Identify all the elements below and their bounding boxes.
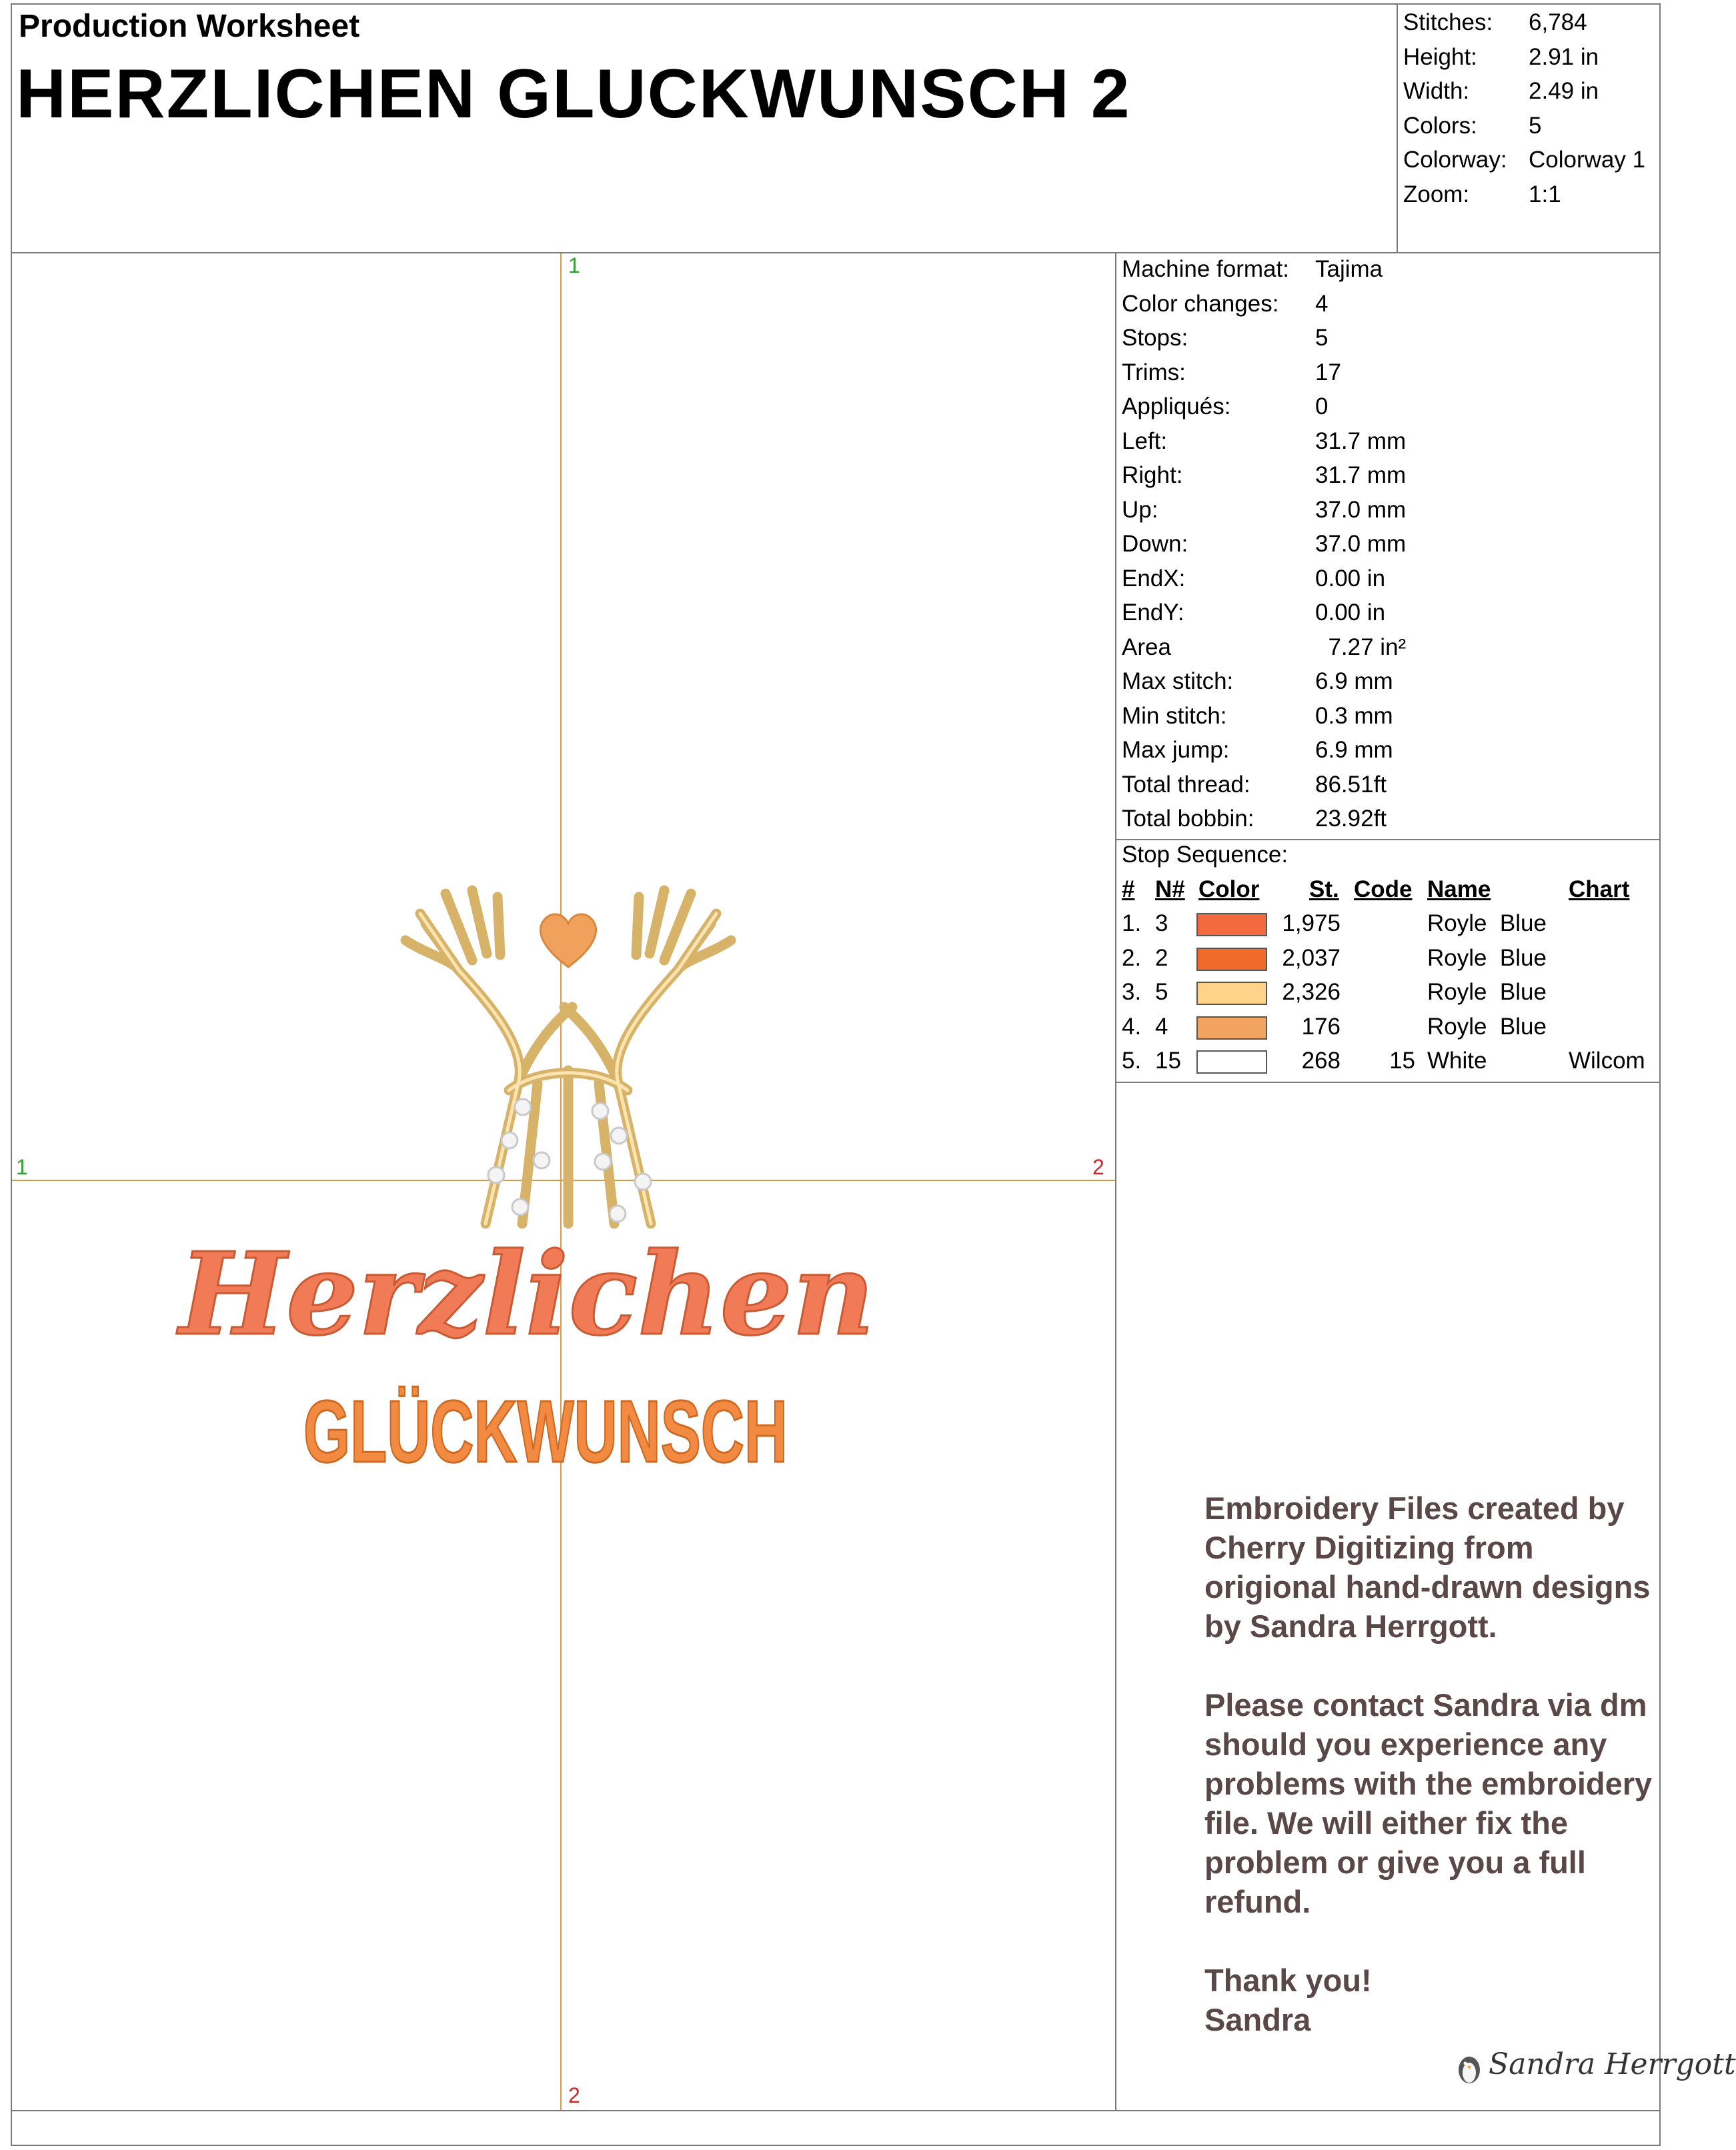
spec-value: 0 <box>1315 393 1329 419</box>
worksheet-subtitle: Production Worksheet <box>19 9 360 44</box>
spec-row <box>1122 389 1406 424</box>
spec-label: Down: <box>1122 531 1188 557</box>
spec-label: Color changes: <box>1122 290 1279 317</box>
seq-needle: 4 <box>1155 1013 1168 1040</box>
seq-name: Royle Blue <box>1427 979 1547 1005</box>
spec-value: 6.9 mm <box>1315 737 1393 763</box>
design-text-caps: GLÜCKWUNSCH <box>303 1382 788 1480</box>
summary-value: 1:1 <box>1529 181 1561 207</box>
spec-label: Max jump: <box>1122 737 1230 763</box>
spec-value: 23.92ft <box>1315 806 1387 832</box>
spec-value: 37.0 mm <box>1315 496 1407 523</box>
summary-row <box>1403 5 1645 40</box>
axis-label-right: 2 <box>1092 1155 1104 1179</box>
penguin-icon <box>1451 2049 1487 2086</box>
seq-chart: Wilcom <box>1569 1048 1645 1074</box>
seq-num: 5. <box>1122 1048 1142 1074</box>
axis-label-left: 1 <box>16 1155 28 1179</box>
col-header-chart: Chart <box>1569 876 1630 902</box>
spec-value: 0.00 in <box>1315 600 1386 626</box>
creator-note <box>1204 1488 1658 2039</box>
spec-label: Machine format: <box>1122 256 1289 282</box>
spec-value: 7.27 in² <box>1315 634 1407 660</box>
col-header-stitches: St. <box>1309 876 1339 902</box>
seq-name: Royle Blue <box>1427 910 1547 936</box>
seq-name: White <box>1427 1048 1487 1074</box>
spec-value: 5 <box>1315 325 1329 351</box>
spec-label: EndX: <box>1122 565 1186 592</box>
summary-row <box>1403 143 1645 177</box>
seq-stitches: 268 <box>1301 1048 1341 1074</box>
design-text-script: Herzlichen <box>179 1228 875 1361</box>
spec-label: Max stitch: <box>1122 668 1234 694</box>
summary-list <box>1403 5 1645 211</box>
summary-label: Stitches: <box>1403 9 1493 35</box>
spec-value: 31.7 mm <box>1315 462 1407 488</box>
seq-name: Royle Blue <box>1427 944 1547 971</box>
spec-label: Trims: <box>1122 359 1186 385</box>
spec-label: Total bobbin: <box>1122 806 1254 832</box>
spec-value: 6.9 mm <box>1315 668 1393 694</box>
seq-stitches: 2,037 <box>1282 944 1341 971</box>
seq-needle: 15 <box>1155 1048 1181 1074</box>
color-swatch <box>1196 982 1267 1005</box>
col-header-name: Name <box>1427 876 1491 902</box>
seq-num: 3. <box>1122 979 1142 1005</box>
spec-row <box>1122 664 1406 699</box>
spec-label: EndY: <box>1122 600 1184 626</box>
stop-sequence-title: Stop Sequence: <box>1122 842 1288 868</box>
spec-row <box>1122 424 1406 459</box>
summary-row <box>1403 74 1645 109</box>
spec-label: Total thread: <box>1122 771 1250 798</box>
seq-stitches: 1,975 <box>1282 910 1341 936</box>
spec-row <box>1122 321 1406 355</box>
spec-label: Area <box>1122 634 1171 660</box>
spec-row <box>1122 287 1406 321</box>
spec-label: Up: <box>1122 496 1158 523</box>
seq-num: 1. <box>1122 910 1142 936</box>
spec-value: 4 <box>1315 290 1329 317</box>
summary-value: Colorway 1 <box>1529 147 1646 173</box>
heart-shape <box>540 914 596 967</box>
spec-label: Left: <box>1122 427 1168 454</box>
seq-needle: 3 <box>1155 910 1168 936</box>
summary-value: 6,784 <box>1529 9 1587 35</box>
spec-value: 17 <box>1315 359 1341 385</box>
signature-logo: Sandra Herrgott <box>1489 2047 1736 2081</box>
spec-value: Tajima <box>1315 256 1383 282</box>
spec-value: 86.51ft <box>1315 771 1387 798</box>
summary-label: Width: <box>1403 78 1470 104</box>
summary-label: Height: <box>1403 43 1477 70</box>
spec-row <box>1122 699 1406 734</box>
spec-value: 0.00 in <box>1315 565 1386 592</box>
seq-num: 4. <box>1122 1013 1142 1040</box>
color-swatch <box>1196 913 1267 936</box>
col-header-color: Color <box>1198 876 1260 902</box>
spec-row <box>1122 527 1406 562</box>
design-name: HERZLICHEN GLUCKWUNSCH 2 <box>16 55 1131 133</box>
axis-label-bottom: 2 <box>568 2083 580 2107</box>
color-swatch <box>1196 1016 1267 1040</box>
summary-row <box>1403 177 1645 212</box>
note-credit: Embroidery Files created by Cherry Digitizing from origional hand-drawn designs by Sandra Herrgott. <box>1204 1490 1651 1644</box>
seq-stitches: 176 <box>1301 1013 1341 1040</box>
spec-row <box>1122 596 1406 630</box>
spec-row <box>1122 733 1406 768</box>
summary-row <box>1403 40 1645 75</box>
note-thanks: Thank you! <box>1204 1963 1372 1998</box>
axis-label-top: 1 <box>568 253 580 277</box>
note-signoff: Sandra <box>1204 2002 1311 2037</box>
color-swatch <box>1196 1050 1267 1074</box>
col-header-code: Code <box>1354 876 1413 902</box>
spec-row <box>1122 630 1406 665</box>
seq-code: 15 <box>1389 1048 1415 1074</box>
spec-row <box>1122 458 1406 493</box>
spec-value: 31.7 mm <box>1315 427 1407 454</box>
spec-row <box>1122 802 1406 836</box>
footer-box <box>11 2110 1661 2146</box>
summary-label: Zoom: <box>1403 181 1470 207</box>
spec-row <box>1122 252 1406 287</box>
seq-name: Royle Blue <box>1427 1013 1547 1040</box>
spec-label: Stops: <box>1122 325 1188 351</box>
summary-value: 5 <box>1529 112 1542 139</box>
spec-row <box>1122 768 1406 802</box>
summary-label: Colors: <box>1403 112 1477 139</box>
spec-row <box>1122 562 1406 596</box>
seq-num: 2. <box>1122 944 1142 971</box>
spec-row <box>1122 493 1406 527</box>
summary-row <box>1403 109 1645 143</box>
design-canvas <box>12 253 1115 2110</box>
spec-label: Appliqués: <box>1122 393 1231 419</box>
summary-value: 2.91 in <box>1529 43 1599 70</box>
spec-value: 37.0 mm <box>1315 531 1407 557</box>
spec-row <box>1122 355 1406 390</box>
seq-stitches: 2,326 <box>1282 979 1341 1005</box>
specs-list <box>1122 252 1406 836</box>
note-support: Please contact Sandra via dm should you experience any problems with the embroidery file. We will either fix the problem or give you a full refund. <box>1204 1687 1653 1919</box>
seq-needle: 2 <box>1155 944 1168 971</box>
spec-value: 0.3 mm <box>1315 702 1393 729</box>
color-swatch <box>1196 948 1267 971</box>
spec-label: Right: <box>1122 462 1183 488</box>
summary-label: Colorway: <box>1403 147 1507 173</box>
seq-needle: 5 <box>1155 979 1168 1005</box>
spec-label: Min stitch: <box>1122 702 1227 729</box>
col-header-num: # <box>1122 876 1135 902</box>
summary-value: 2.49 in <box>1529 78 1599 104</box>
col-header-needle: N# <box>1155 876 1185 902</box>
